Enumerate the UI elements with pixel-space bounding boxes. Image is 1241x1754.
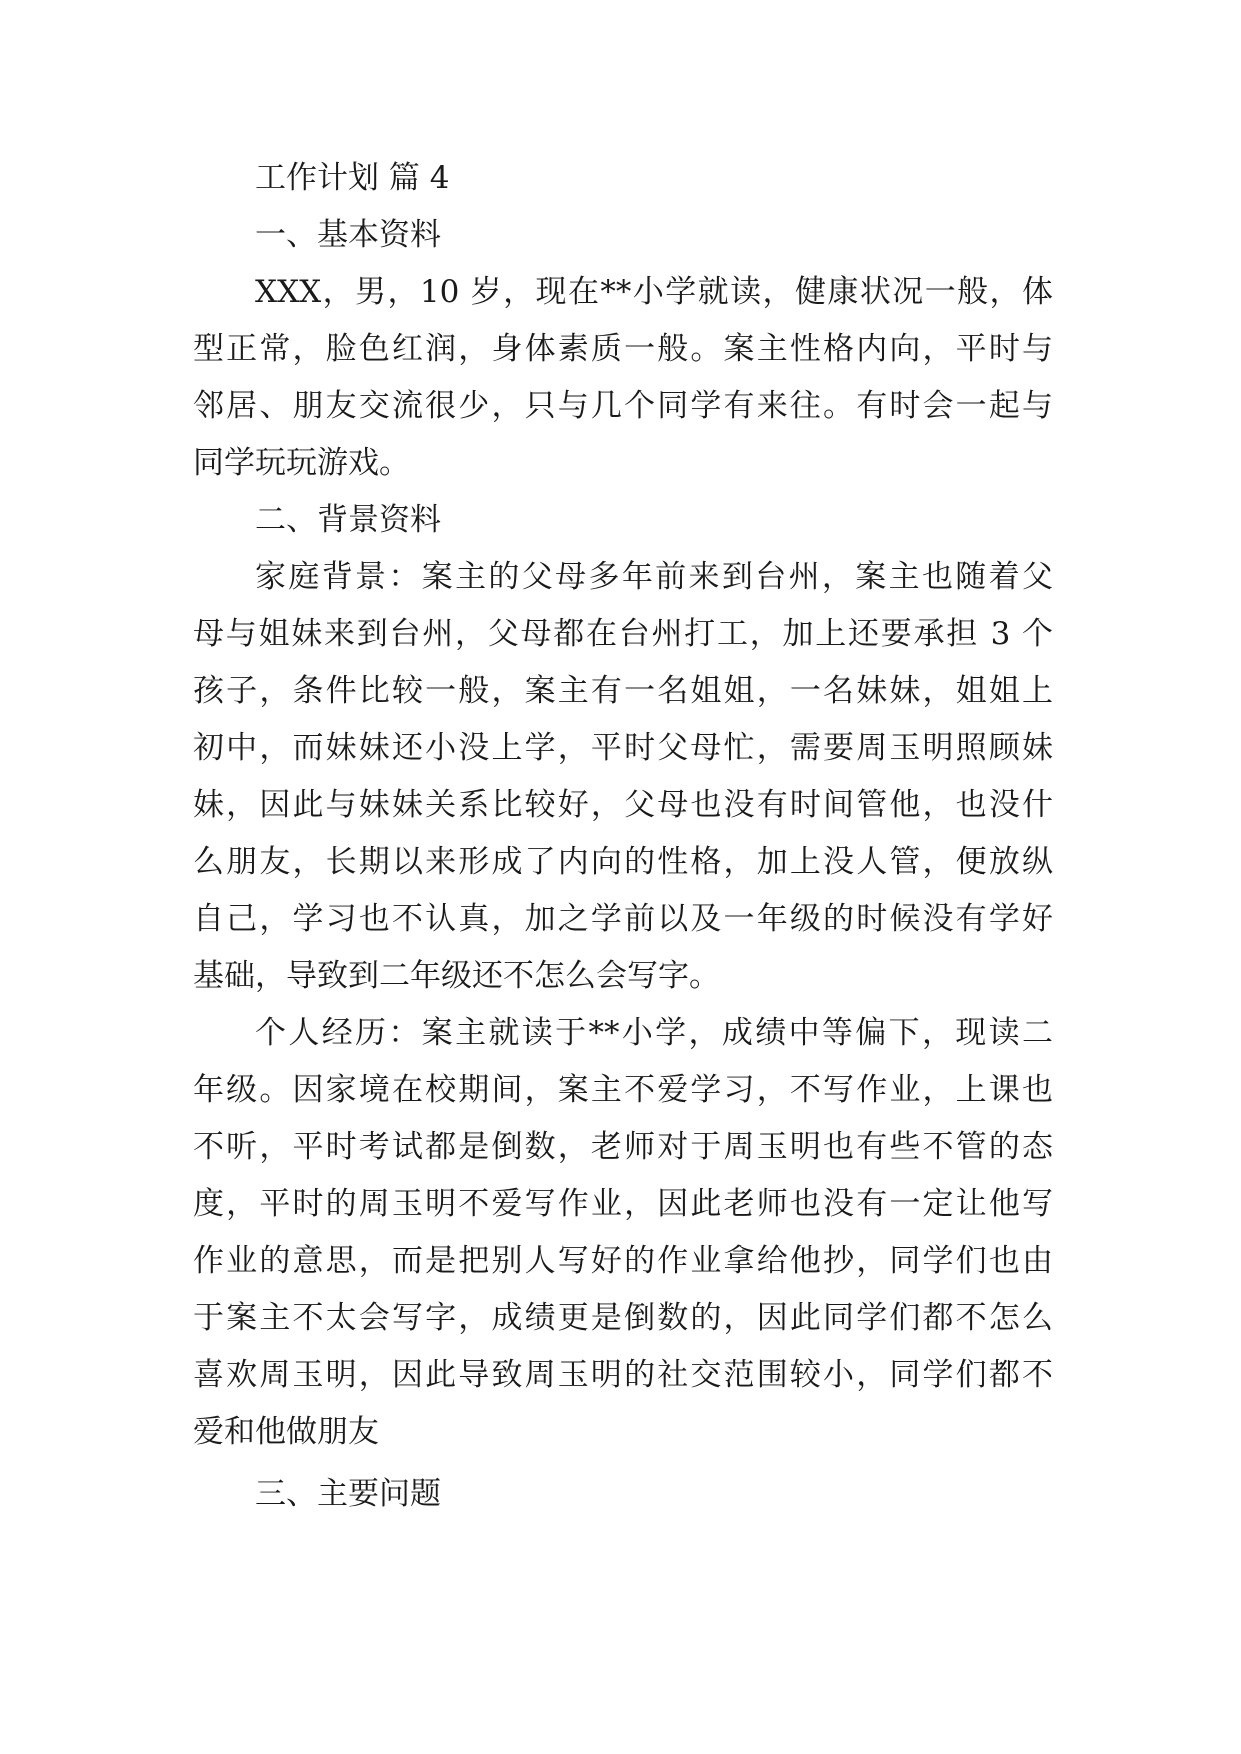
paragraph-line: 个人经历：案主就读于**小学，成绩中等偏下，现读二	[255, 1015, 1053, 1051]
paragraph-basic-info	[193, 272, 1053, 483]
paragraph-personal-history	[193, 1013, 1053, 1452]
paragraph-line: XXX，男，10 岁，现在**小学就读，健康状况一般，体	[255, 274, 1053, 310]
paragraph-line: 爱和他做朋友	[193, 1414, 379, 1450]
paragraph-line: 年级。因家境在校期间，案主不爱学习，不写作业，上课也	[193, 1072, 1053, 1108]
document-body	[193, 158, 1053, 1531]
paragraph-line: 母与姐妹来到台州，父母都在台州打工，加上还要承担 3 个	[193, 616, 1053, 652]
paragraph-line: 家庭背景：案主的父母多年前来到台州，案主也随着父	[255, 559, 1053, 595]
paragraph-line: 不听，平时考试都是倒数，老师对于周玉明也有些不管的态	[193, 1129, 1053, 1165]
paragraph-line: 于案主不太会写字，成绩更是倒数的，因此同学们都不怎么	[193, 1300, 1053, 1336]
paragraph-line: 么朋友，长期以来形成了内向的性格，加上没人管，便放纵	[193, 844, 1053, 880]
paragraph-line: 度，平时的周玉明不爱写作业，因此老师也没有一定让他写	[193, 1186, 1053, 1222]
paragraph-family-background	[193, 557, 1053, 996]
paragraph-line: 妹，因此与妹妹关系比较好，父母也没有时间管他，也没什	[193, 787, 1053, 823]
section-heading-basic-info: 一、基本资料	[255, 217, 441, 253]
paragraph-line: 孩子，条件比较一般，案主有一名姐姐，一名妹妹，姐姐上	[193, 673, 1053, 709]
paragraph-line: 基础，导致到二年级还不怎么会写字。	[193, 958, 720, 994]
section-heading-background: 二、背景资料	[255, 502, 441, 538]
section-heading-main-problems: 三、主要问题	[255, 1476, 441, 1512]
paragraph-line: 自己，学习也不认真，加之学前以及一年级的时候没有学好	[193, 901, 1053, 937]
paragraph-line: 初中，而妹妹还小没上学，平时父母忙，需要周玉明照顾妹	[193, 730, 1053, 766]
paragraph-line: 邻居、朋友交流很少，只与几个同学有来往。有时会一起与	[193, 388, 1053, 424]
paragraph-line: 喜欢周玉明，因此导致周玉明的社交范围较小，同学们都不	[193, 1357, 1053, 1393]
paragraph-line: 同学玩玩游戏。	[193, 445, 410, 481]
paragraph-line: 作业的意思，而是把别人写好的作业拿给他抄，同学们也由	[193, 1243, 1053, 1279]
document-title: 工作计划 篇 4	[255, 160, 450, 196]
paragraph-line: 型正常，脸色红润，身体素质一般。案主性格内向，平时与	[193, 331, 1053, 367]
